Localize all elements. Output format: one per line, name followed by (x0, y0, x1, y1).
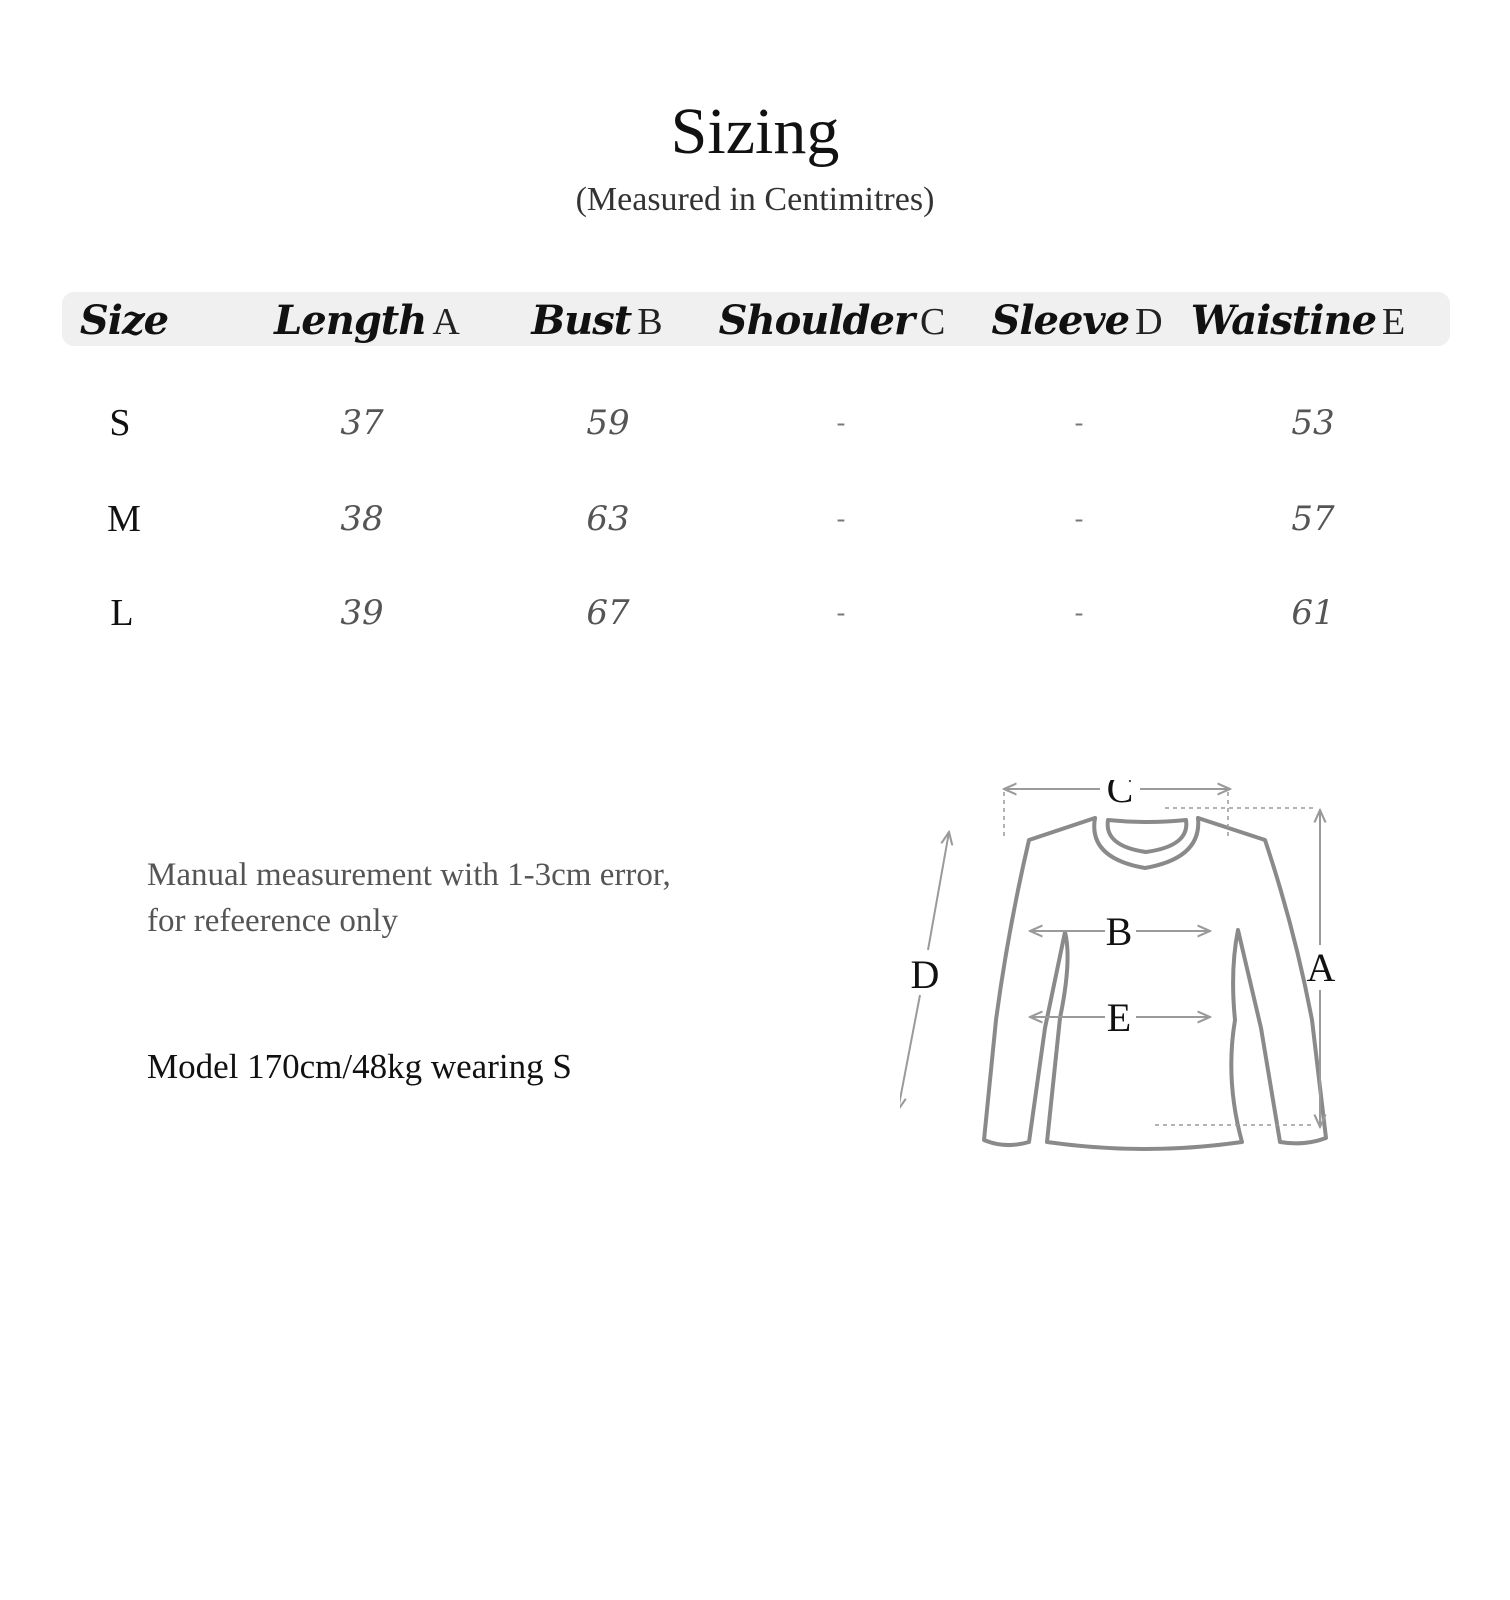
shoulder-cell: - (836, 598, 846, 627)
waist-cell: 53 (1291, 403, 1335, 443)
length-cell: 37 (340, 403, 384, 443)
header-length-letter: A (432, 301, 460, 343)
sleeve-cell: - (1074, 598, 1084, 627)
waist-cell: 57 (1291, 499, 1335, 539)
waist-cell: 61 (1291, 593, 1335, 633)
diagram-label-d: D (910, 952, 940, 997)
measurement-arrows (900, 789, 1320, 1127)
header-bust (531, 292, 662, 346)
diagram-label-a: A (1306, 945, 1336, 990)
header-shoulder-name: Shoulder (718, 297, 915, 344)
bust-cell: 59 (586, 403, 630, 443)
measurement-note (147, 852, 827, 944)
shoulder-cell: - (836, 408, 846, 437)
size-cell: L (110, 592, 134, 634)
diagram-label-c: C (1106, 780, 1134, 811)
header-shoulder (719, 292, 946, 346)
length-cell: 39 (340, 593, 384, 633)
header-bust-name: Bust (531, 297, 632, 344)
measurement-note-line2: for refeerence only (147, 903, 398, 939)
table-row (62, 489, 1450, 549)
header-length (274, 292, 460, 346)
diagram-label-b: B (1105, 909, 1133, 954)
page-subtitle: (Measured in Centimitres) (575, 181, 935, 218)
bust-cell: 63 (586, 499, 630, 539)
garment-outline (984, 818, 1326, 1149)
header-waist-letter: E (1382, 301, 1406, 343)
table-row (62, 583, 1450, 643)
model-info: Model 170cm/48kg wearing S (147, 1047, 572, 1086)
header-waist-name: Waistine (1190, 297, 1377, 344)
bust-cell: 67 (586, 593, 630, 633)
size-cell: M (107, 498, 141, 540)
page-title: Sizing (670, 95, 840, 168)
measurement-note-line1: Manual measurement with 1-3cm error, (147, 857, 671, 893)
header-sleeve (991, 292, 1162, 346)
header-waist (1191, 292, 1406, 346)
size-cell: S (109, 402, 131, 444)
shoulder-cell: - (836, 504, 846, 533)
sleeve-cell: - (1074, 504, 1084, 533)
header-shoulder-letter: C (920, 301, 946, 343)
header-size (80, 292, 168, 346)
table-row (62, 393, 1450, 453)
size-table-header (62, 292, 1450, 346)
header-sleeve-name: Sleeve (991, 297, 1130, 344)
header-length-name: Length (274, 297, 427, 344)
length-cell: 38 (340, 499, 384, 539)
sleeve-cell: - (1074, 408, 1084, 437)
header-sleeve-letter: D (1135, 301, 1163, 343)
diagram-label-e: E (1106, 995, 1132, 1040)
long-sleeve-top-diagram-icon (900, 780, 1370, 1160)
header-bust-letter: B (637, 301, 663, 343)
header-size-name: Size (79, 297, 169, 344)
